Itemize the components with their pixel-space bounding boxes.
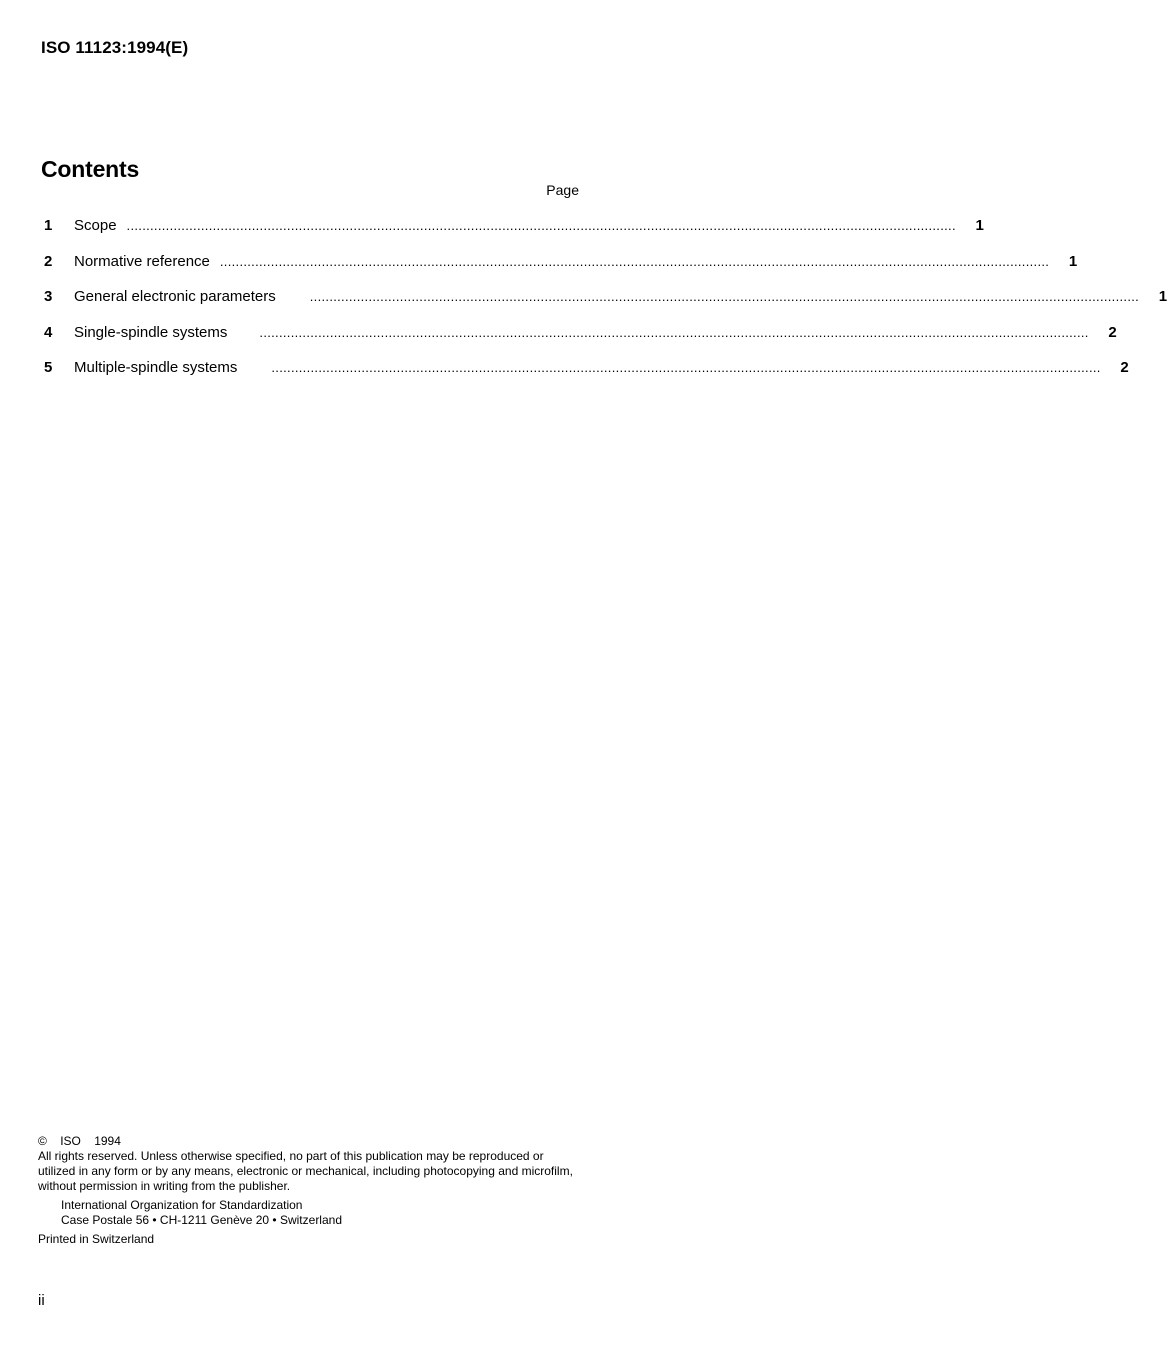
- toc-entry-title: Scope: [74, 217, 117, 234]
- document-header: ISO 11123:1994(E): [41, 38, 189, 57]
- toc-leader-dots: ....................................................................................................................................................................................................................: [259, 324, 1089, 340]
- toc-entry-title: Multiple-spindle systems: [74, 359, 238, 376]
- toc-entry-page: 1: [1158, 288, 1168, 305]
- printed-in: Printed in Switzerland: [38, 1232, 155, 1246]
- toc-entry[interactable]: [44, 250, 1078, 286]
- copyright-org: ISO: [60, 1134, 81, 1148]
- page-column-label: Page: [546, 182, 579, 198]
- page-number: ii: [38, 1292, 45, 1309]
- toc-entry-page: 1: [975, 217, 984, 234]
- toc-entry-title: Normative reference: [74, 252, 210, 270]
- toc-entry[interactable]: [44, 321, 1117, 357]
- toc-entry-number: 5: [44, 359, 53, 376]
- toc-entry[interactable]: [44, 214, 984, 250]
- toc-leader-dots: ....................................................................................................................................................................................................................: [126, 218, 956, 233]
- toc-entry-number: 2: [44, 252, 53, 270]
- toc-entry[interactable]: [44, 285, 1168, 321]
- copyright-footer: [38, 1134, 583, 1247]
- toc-entry-page: 1: [1068, 252, 1078, 270]
- toc-entry-page: 2: [1120, 359, 1129, 376]
- copyright-icon: ©: [38, 1134, 47, 1148]
- copyright-year: 1994: [94, 1134, 121, 1148]
- organization-name: International Organization for Standardization: [61, 1198, 303, 1212]
- toc-entry-title: Single-spindle systems: [74, 323, 228, 341]
- toc-entry-number: 1: [44, 217, 53, 234]
- copyright-line: [38, 1134, 583, 1149]
- toc-leader-dots: ....................................................................................................................................................................................................................: [271, 360, 1101, 375]
- toc-entry-page: 2: [1108, 323, 1117, 341]
- rights-statement: All rights reserved. Unless otherwise specified, no part of this publication may be reproduced or utilized in any form or by any means, electronic or mechanical, including photocopying and microfilm, without permission in writing from the publisher.: [38, 1149, 573, 1193]
- toc-entry[interactable]: [44, 356, 1129, 392]
- toc-entry-title: General electronic parameters: [74, 288, 276, 305]
- toc-entry-number: 3: [44, 288, 53, 305]
- toc-leader-dots: ....................................................................................................................................................................................................................: [219, 253, 1050, 269]
- table-of-contents: [44, 214, 1168, 392]
- toc-leader-dots: ....................................................................................................................................................................................................................: [309, 289, 1140, 304]
- organization-address: Case Postale 56 • CH-1211 Genève 20 • Switzerland: [61, 1213, 342, 1227]
- organization-block: [38, 1198, 583, 1228]
- contents-title: Contents: [41, 156, 140, 182]
- toc-entry-number: 4: [44, 323, 53, 341]
